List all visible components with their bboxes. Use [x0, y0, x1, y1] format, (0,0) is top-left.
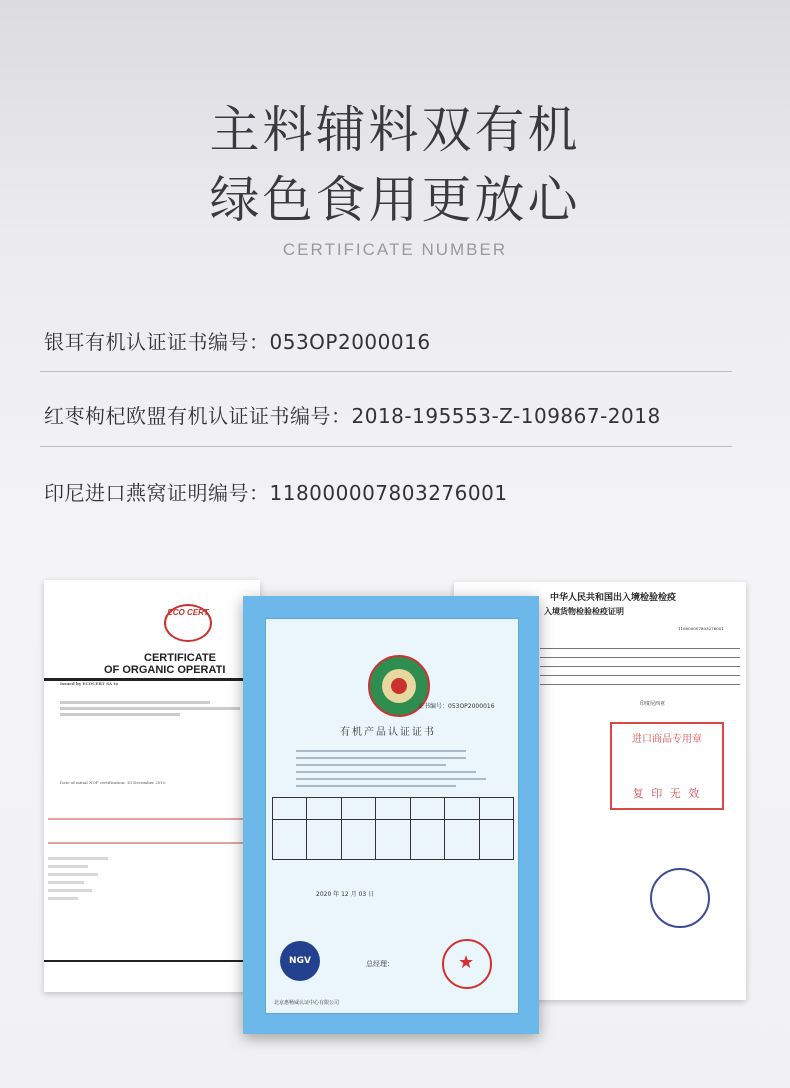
ecocert-logo: ECO CERT	[164, 604, 212, 642]
import-stamp	[610, 722, 724, 810]
section-subtitle: CERTIFICATE NUMBER	[282, 240, 508, 259]
organic-cert-fields	[296, 745, 496, 792]
cert-number-jujube-goji: 红枣枸杞欧盟有机认证证书编号：2018-195553-Z-109867-2018	[44, 404, 661, 428]
organic-certificate	[243, 596, 539, 1034]
ciq-title1: 中华人民共和国出入境检验检疫	[550, 593, 677, 603]
ecocert-issued: Issued by ECOCERT SA to	[60, 681, 119, 686]
headline-line1: 主料辅料双有机	[209, 101, 581, 159]
ecocert-title-line1: CERTIFICATE	[144, 652, 216, 664]
inspection-seal	[650, 868, 710, 928]
ecocert-title-line2: OF ORGANIC OPERATI	[104, 664, 226, 676]
ciq-body	[540, 640, 740, 693]
ngv-logo: NGV	[280, 941, 320, 981]
organic-sign-label: 总经理：	[366, 960, 394, 968]
divider	[48, 818, 248, 820]
ciq-number: 118000007803276001	[678, 626, 724, 631]
headline-line2: 绿色食用更放心	[209, 171, 581, 229]
cert-number-birdnest: 印尼进口燕窝证明编号：118000007803276001	[44, 481, 508, 505]
divider	[44, 960, 260, 962]
organic-cert-number: 证书编号：053OP2000016	[418, 703, 495, 710]
ecocert-list	[48, 852, 248, 905]
ecocert-date: Date of initial NOP certification: 10 December 2010	[60, 780, 166, 785]
divider	[48, 842, 248, 844]
organic-product-table	[272, 797, 514, 860]
certification-stamp	[442, 939, 492, 989]
ecocert-document	[44, 580, 260, 992]
divider	[40, 371, 732, 372]
ecocert-title	[104, 652, 225, 676]
organic-issue-date: 2020 年 12 月 03 日	[316, 891, 375, 898]
ciq-country: 印度尼西亚	[640, 701, 666, 707]
ciq-title2: 入境货物检验检疫证明	[544, 606, 624, 616]
organic-cert-title: 有机产品认证证书	[340, 727, 436, 738]
ecocert-body	[60, 698, 250, 719]
cert-number-silver-fungus: 银耳有机认证证书编号：053OP2000016	[44, 330, 431, 354]
import-stamp-note: 复 印 无 效	[632, 787, 702, 800]
divider	[40, 446, 732, 447]
organic-certificate-inner	[265, 618, 519, 1014]
star-icon: ★	[458, 952, 475, 973]
organic-org-name: 北京惠畅威认证中心有限公司	[274, 1000, 340, 1006]
import-stamp-title: 进口商品专用章	[632, 734, 702, 745]
